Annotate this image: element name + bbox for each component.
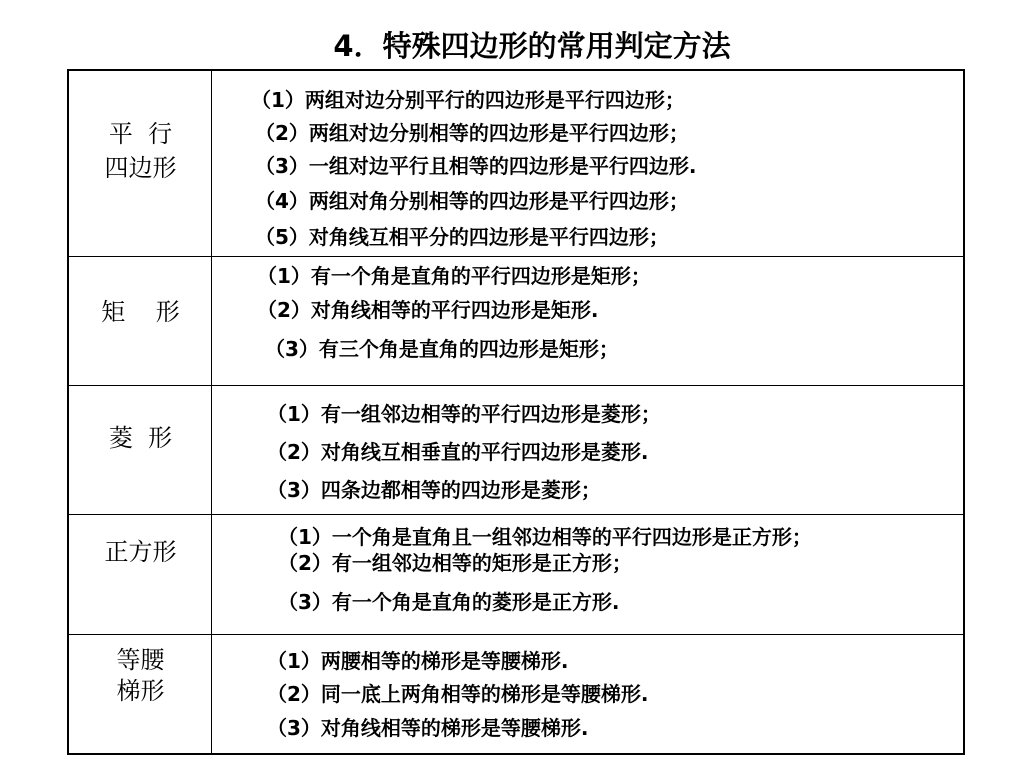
criterion-item: （3）对角线相等的梯形是等腰梯形. bbox=[267, 716, 589, 740]
row-label-cell bbox=[69, 635, 212, 755]
row-label-cell bbox=[69, 515, 212, 634]
row-label-line2: 四边形 bbox=[104, 154, 177, 182]
row-label-line1: 菱 形 bbox=[108, 424, 173, 452]
criterion-item: （1）有一个角是直角的平行四边形是矩形； bbox=[257, 264, 651, 288]
page-title: 4．特殊四边形的常用判定方法 bbox=[333, 29, 731, 63]
criterion-item: （1）一个角是直角且一组邻边相等的平行四边形是正方形； bbox=[278, 525, 812, 549]
criterion-item: （2）对角线互相垂直的平行四边形是菱形. bbox=[267, 440, 649, 464]
criterion-item: （2）有一组邻边相等的矩形是正方形； bbox=[278, 551, 632, 575]
table-row-square bbox=[69, 515, 963, 635]
row-label-line1: 等腰 bbox=[116, 646, 165, 674]
row-label-line2: 梯形 bbox=[116, 677, 165, 705]
row-label-line1: 平 行 bbox=[108, 120, 173, 148]
criterion-item: （1）有一组邻边相等的平行四边形是菱形； bbox=[267, 402, 661, 426]
criterion-item: （2）同一底上两角相等的梯形是等腰梯形. bbox=[267, 682, 649, 706]
row-label-cell bbox=[69, 71, 212, 256]
criterion-item: （3）一组对边平行且相等的四边形是平行四边形. bbox=[255, 154, 697, 178]
criterion-item: （2）对角线相等的平行四边形是矩形. bbox=[257, 298, 599, 322]
table-row-isosceles-trapezoid bbox=[69, 635, 963, 755]
row-label-cell bbox=[69, 257, 212, 385]
criterion-item: （1）两组对边分别平行的四边形是平行四边形； bbox=[251, 88, 685, 112]
criterion-item: （3）有三个角是直角的四边形是矩形； bbox=[265, 337, 619, 361]
table-row-parallelogram bbox=[69, 71, 963, 257]
row-label-line1: 矩 形 bbox=[101, 298, 180, 326]
row-label-line1: 正方形 bbox=[104, 538, 177, 566]
criterion-item: （5）对角线互相平分的四边形是平行四边形； bbox=[255, 225, 669, 249]
criterion-item: （4）两组对角分别相等的四边形是平行四边形； bbox=[255, 189, 689, 213]
table-row-rectangle bbox=[69, 257, 963, 386]
criterion-item: （1）两腰相等的梯形是等腰梯形. bbox=[267, 649, 569, 673]
criterion-item: （3）有一个角是直角的菱形是正方形. bbox=[278, 590, 620, 614]
table-row-rhombus bbox=[69, 386, 963, 515]
row-label-cell bbox=[69, 386, 212, 514]
criteria-table bbox=[67, 69, 965, 755]
criterion-item: （3）四条边都相等的四边形是菱形； bbox=[267, 478, 601, 502]
criterion-item: （2）两组对边分别相等的四边形是平行四边形； bbox=[255, 121, 689, 145]
